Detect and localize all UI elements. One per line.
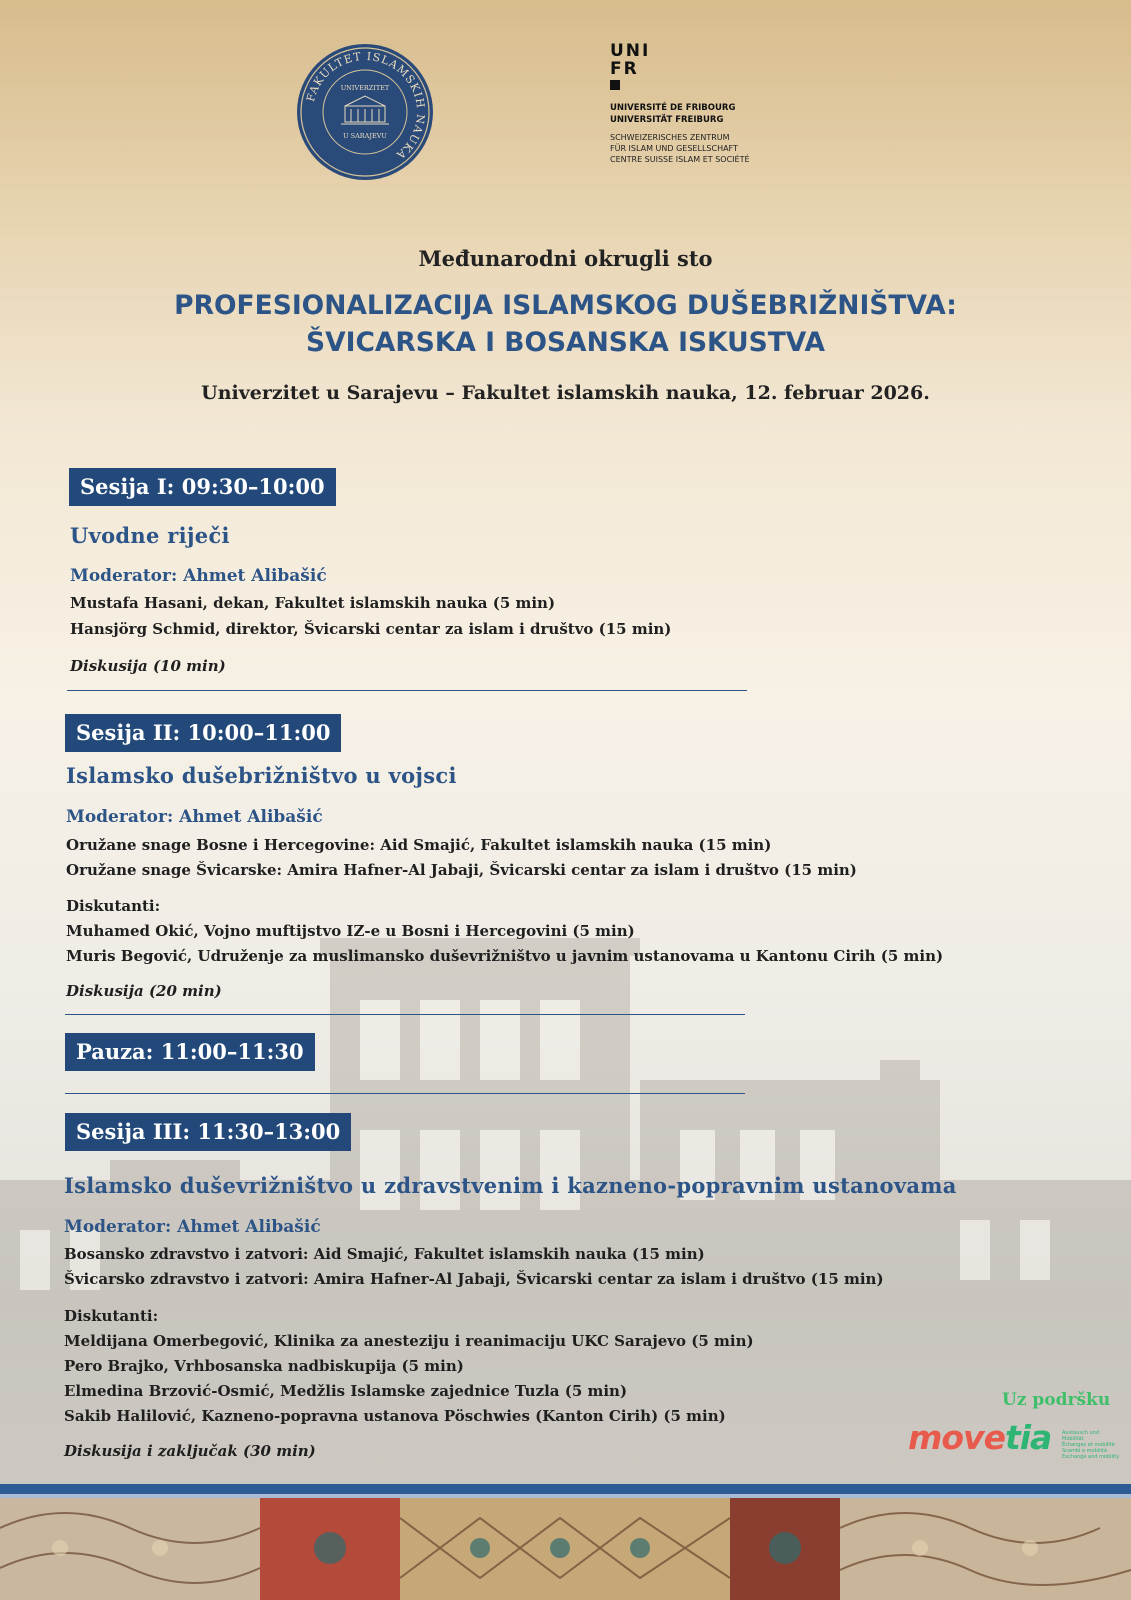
unifr-centre-name <box>610 132 810 165</box>
session2-speaker-1: Oružane snage Bosne i Hercegovine: Aid Smajić, Fakultet islamskih nauka (15 min) <box>66 836 772 854</box>
event-venue-date: Univerzitet u Sarajevu – Fakultet islamskih nauka, 12. februar 2026. <box>201 382 930 404</box>
pause-badge: Pauza: 11:00–11:30 <box>65 1033 315 1071</box>
session1-speaker-2: Hansjörg Schmid, direktor, Švicarski centar za islam i društvo (15 min) <box>70 620 672 638</box>
session2-moderator: Moderator: Ahmet Alibašić <box>66 807 323 827</box>
unifr-uni-line2: UNIVERSITÄT FREIBURG <box>610 115 724 125</box>
event-title-line2: ŠVICARSKA I BOSANSKA ISKUSTVA <box>305 327 826 358</box>
session3-discussants-label: Diskutanti: <box>64 1307 159 1325</box>
unifr-university-name <box>610 102 810 126</box>
movetia-logo-part2: tia <box>1004 1418 1052 1457</box>
session1-speaker-1: Mustafa Hasani, dekan, Fakultet islamskih nauka (5 min) <box>70 594 556 612</box>
faculty-seal-logo <box>295 42 435 182</box>
session3-moderator: Moderator: Ahmet Alibašić <box>64 1217 321 1237</box>
session3-discussant-3: Elmedina Brzović-Osmić, Medžlis Islamske zajednice Tuzla (5 min) <box>64 1382 628 1400</box>
session2-divider <box>65 1014 745 1015</box>
session2-speaker-2: Oružane snage Švicarske: Amira Hafner-Al Jabaji, Švicarski centar za islam i društvo (15 min) <box>66 861 857 879</box>
unifr-mark-line2: FR <box>610 59 639 79</box>
session3-discussant-4: Sakib Halilović, Kazneno-popravna ustanova Pöschwies (Kanton Cirih) (5 min) <box>64 1407 726 1425</box>
svg-text:FAKULTET ISLAMSKIH NAUKA: FAKULTET ISLAMSKIH NAUKA <box>304 49 428 163</box>
session2-discussants-label: Diskutanti: <box>66 897 161 915</box>
session3-title: Islamsko duševrižništvo u zdravstvenim i kazneno-popravnim ustanovama <box>64 1173 957 1198</box>
movetia-tagline-4: Exchange and mobility <box>1062 1454 1120 1460</box>
ornamental-ceiling-footer-image <box>0 1498 1131 1600</box>
session2-badge: Sesija II: 10:00–11:00 <box>65 714 341 752</box>
session1-divider <box>67 690 747 691</box>
movetia-logo-part1: move <box>908 1418 1005 1457</box>
svg-text:UNIVERZITET: UNIVERZITET <box>340 84 390 92</box>
unifr-centre-line3: CENTRE SUISSE ISLAM ET SOCIÉTÉ <box>610 155 750 164</box>
movetia-tagline-2: Échanges et mobilité <box>1062 1442 1115 1448</box>
unifr-mark-line1: UNI <box>610 41 651 61</box>
session3-speaker-1: Bosansko zdravstvo i zatvori: Aid Smajić, Fakultet islamskih nauka (15 min) <box>64 1245 705 1263</box>
unifr-centre-line2: FÜR ISLAM UND GESELLSCHAFT <box>610 144 738 153</box>
session1-badge: Sesija I: 09:30–10:00 <box>69 468 336 506</box>
movetia-tagline <box>1062 1430 1122 1460</box>
unifr-centre-line1: SCHWEIZERISCHES ZENTRUM <box>610 133 730 142</box>
session1-discussion: Diskusija (10 min) <box>70 657 226 675</box>
session1-title: Uvodne riječi <box>70 523 230 548</box>
session3-discussion: Diskusija i zaključak (30 min) <box>64 1442 316 1460</box>
pause-divider <box>65 1093 745 1094</box>
session3-discussant-1: Meldijana Omerbegović, Klinika za anesteziju i reanimaciju UKC Sarajevo (5 min) <box>64 1332 754 1350</box>
support-label: Uz podršku <box>1002 1390 1111 1410</box>
session3-badge: Sesija III: 11:30–13:00 <box>65 1113 351 1151</box>
movetia-logo <box>908 1418 1051 1457</box>
session1-moderator: Moderator: Ahmet Alibašić <box>70 566 327 586</box>
movetia-tagline-1: Austausch und Mobilität <box>1062 1430 1100 1442</box>
session2-discussion: Diskusija (20 min) <box>66 982 222 1000</box>
session2-discussant-1: Muhamed Okić, Vojno muftijstvo IZ-e u Bosni i Hercegovini (5 min) <box>66 922 635 940</box>
session3-speaker-2: Švicarsko zdravstvo i zatvori: Amira Hafner-Al Jabaji, Švicarski centar za islam i društvo (15 min) <box>64 1270 884 1288</box>
footer-bar <box>0 1484 1131 1494</box>
session2-discussant-2: Muris Begović, Udruženje za muslimansko duševrižništvo u javnim ustanovama u Kantonu Cirih (5 min) <box>66 947 944 965</box>
event-title <box>0 287 1131 361</box>
session2-title: Islamsko dušebrižništvo u vojsci <box>66 763 457 788</box>
unifr-square <box>610 80 620 90</box>
movetia-tagline-3: Scambi e mobilità <box>1062 1448 1107 1454</box>
unifr-logo <box>610 42 810 192</box>
event-subtitle: Međunarodni okrugli sto <box>418 246 713 271</box>
svg-text:U SARAJEVU: U SARAJEVU <box>343 132 387 140</box>
event-title-line1: PROFESIONALIZACIJA ISLAMSKOG DUŠEBRIŽNIŠTVA: <box>174 290 957 321</box>
unifr-uni-line1: UNIVERSITÉ DE FRIBOURG <box>610 103 736 113</box>
session3-discussant-2: Pero Brajko, Vrhbosanska nadbiskupija (5 min) <box>64 1357 464 1375</box>
